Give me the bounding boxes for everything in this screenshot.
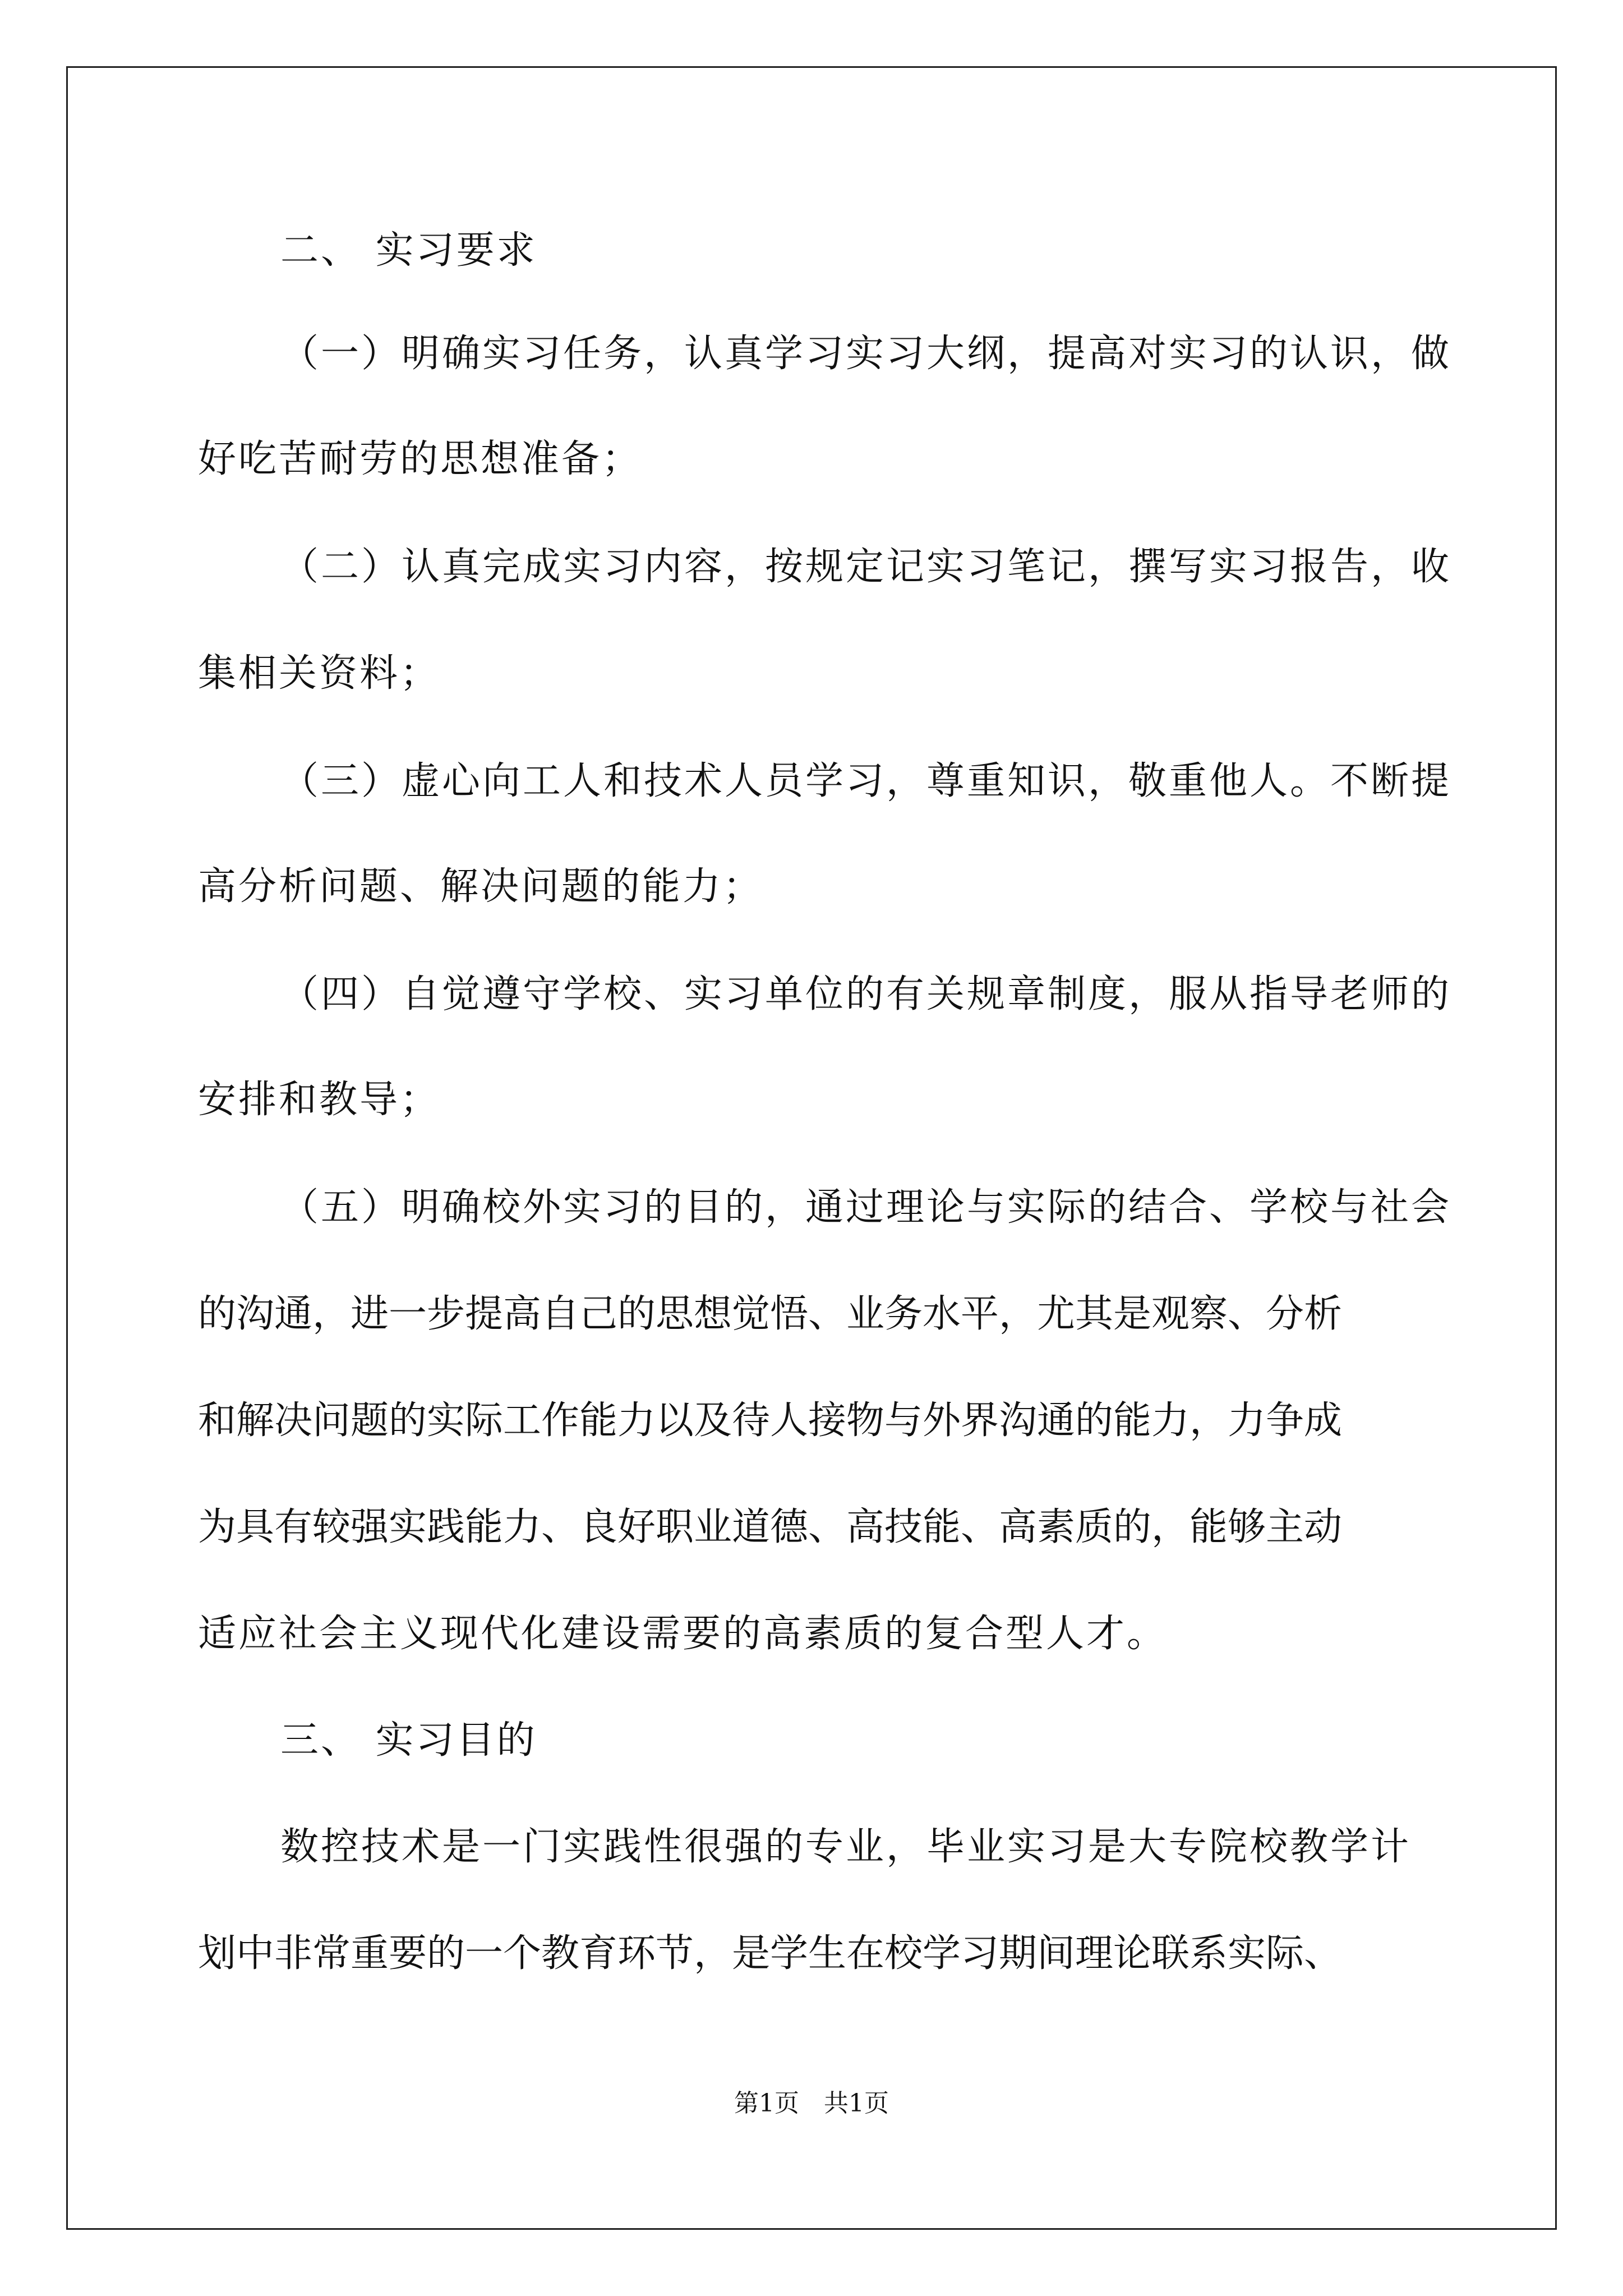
page-footer: 第1页 共1页 bbox=[734, 2089, 889, 2118]
requirement-1-line-2: 好吃苦耐劳的思想准备； bbox=[198, 437, 643, 481]
requirement-2-line-1: （二）认真完成实习内容，按规定记实习笔记，撰写实习报告，收 bbox=[280, 545, 1452, 589]
requirement-2-line-2: 集相关资料； bbox=[198, 651, 441, 696]
requirement-1-line-1: （一）明确实习任务，认真学习实习大纲，提高对实习的认识，做 bbox=[280, 332, 1452, 376]
section-heading-purpose: 三、 实习目的 bbox=[280, 1718, 537, 1763]
requirement-3-line-2: 高分析问题、解决问题的能力； bbox=[198, 864, 764, 909]
requirement-4-line-2: 安排和教导； bbox=[198, 1078, 441, 1122]
requirement-5-line-5: 适应社会主义现代化建设需要的高素质的复合型人才。 bbox=[198, 1612, 1168, 1656]
purpose-line-1: 数控技术是一门实践性很强的专业，毕业实习是大专院校教学计 bbox=[280, 1825, 1412, 1869]
page-border bbox=[66, 66, 1557, 2230]
requirement-3-line-1: （三）虚心向工人和技术人员学习，尊重知识，敬重他人。不断提 bbox=[280, 759, 1452, 803]
requirement-5-line-3: 和解决问题的实际工作能力以及待人接物与外界沟通的能力，力争成 bbox=[198, 1398, 1343, 1443]
purpose-line-2: 划中非常重要的一个教育环节，是学生在校学习期间理论联系实际、 bbox=[198, 1931, 1343, 1976]
requirement-5-line-4: 为具有较强实践能力、良好职业道德、高技能、高素质的，能够主动 bbox=[198, 1505, 1343, 1549]
section-heading-requirements: 二、 实习要求 bbox=[280, 228, 537, 273]
requirement-4-line-1: （四）自觉遵守学校、实习单位的有关规章制度，服从指导老师的 bbox=[280, 972, 1452, 1016]
requirement-5-line-1: （五）明确校外实习的目的，通过理论与实际的结合、学校与社会 bbox=[280, 1185, 1452, 1230]
requirement-5-line-2: 的沟通，进一步提高自己的思想觉悟、业务水平，尤其是观察、分析 bbox=[198, 1292, 1343, 1336]
